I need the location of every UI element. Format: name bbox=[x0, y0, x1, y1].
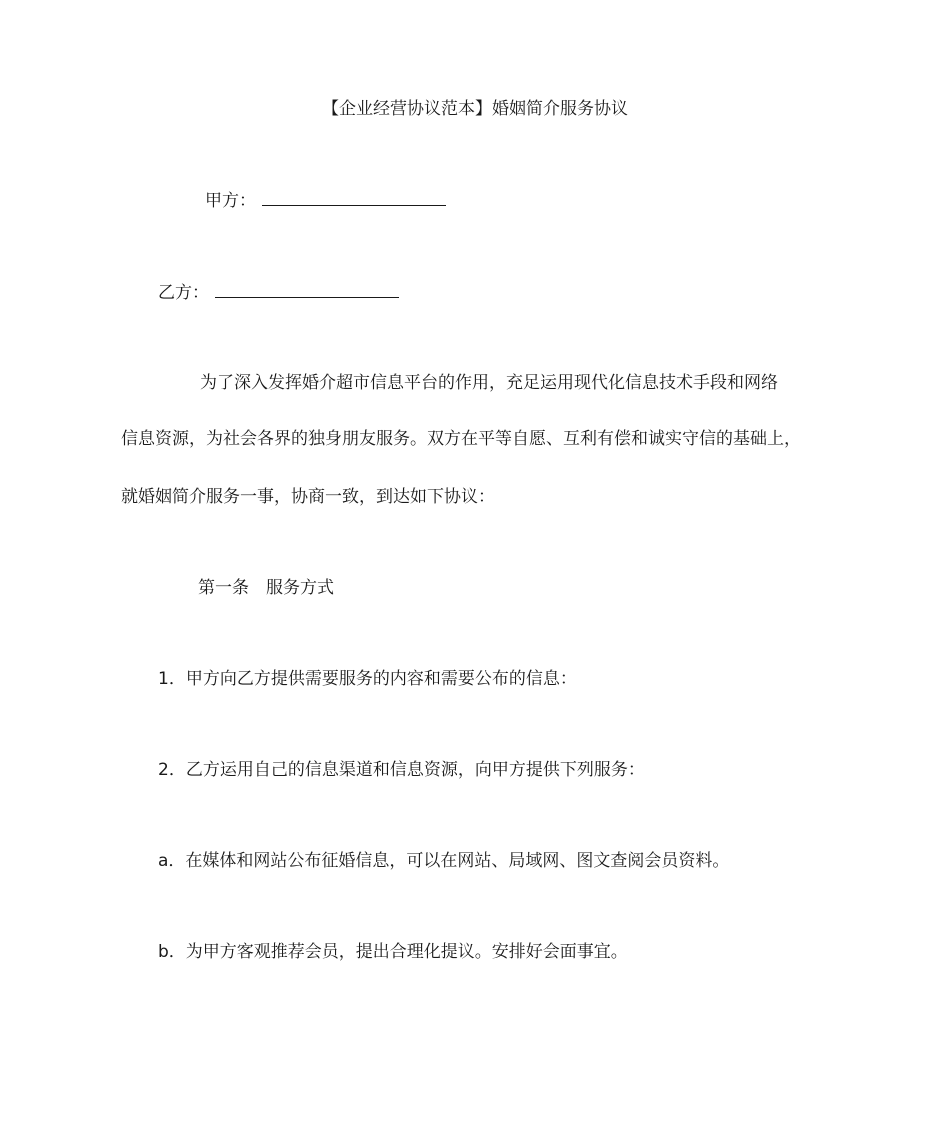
item-2: 2．乙方运用自己的信息渠道和信息资源，向甲方提供下列服务： bbox=[158, 760, 645, 780]
party-b-line bbox=[158, 280, 399, 305]
intro-line-2: 信息资源，为社会各界的独身朋友服务。双方在平等自愿、互利有偿和诚实守信的基础上， bbox=[121, 429, 801, 449]
intro-line-3: 就婚姻简介服务一事，协商一致，到达如下协议： bbox=[121, 487, 495, 507]
intro-line-1: 为了深入发挥婚介超市信息平台的作用，充足运用现代化信息技术手段和网络 bbox=[200, 373, 778, 393]
item-b: b．为甲方客观推荐会员，提出合理化提议。安排好会面事宜。 bbox=[158, 942, 628, 962]
party-a-blank bbox=[262, 188, 446, 206]
item-a: a．在媒体和网站公布征婚信息，可以在网站、局域网、图文查阅会员资料。 bbox=[158, 851, 730, 871]
item-1: 1．甲方向乙方提供需要服务的内容和需要公布的信息： bbox=[158, 669, 577, 689]
party-b-label: 乙方： bbox=[158, 283, 209, 303]
party-a-label: 甲方： bbox=[205, 191, 256, 211]
party-a-line bbox=[205, 188, 446, 213]
party-b-blank bbox=[215, 280, 399, 298]
document-title: 【企业经营协议范本】婚姻简介服务协议 bbox=[322, 99, 628, 119]
article-1-heading: 第一条 服务方式 bbox=[198, 578, 334, 598]
